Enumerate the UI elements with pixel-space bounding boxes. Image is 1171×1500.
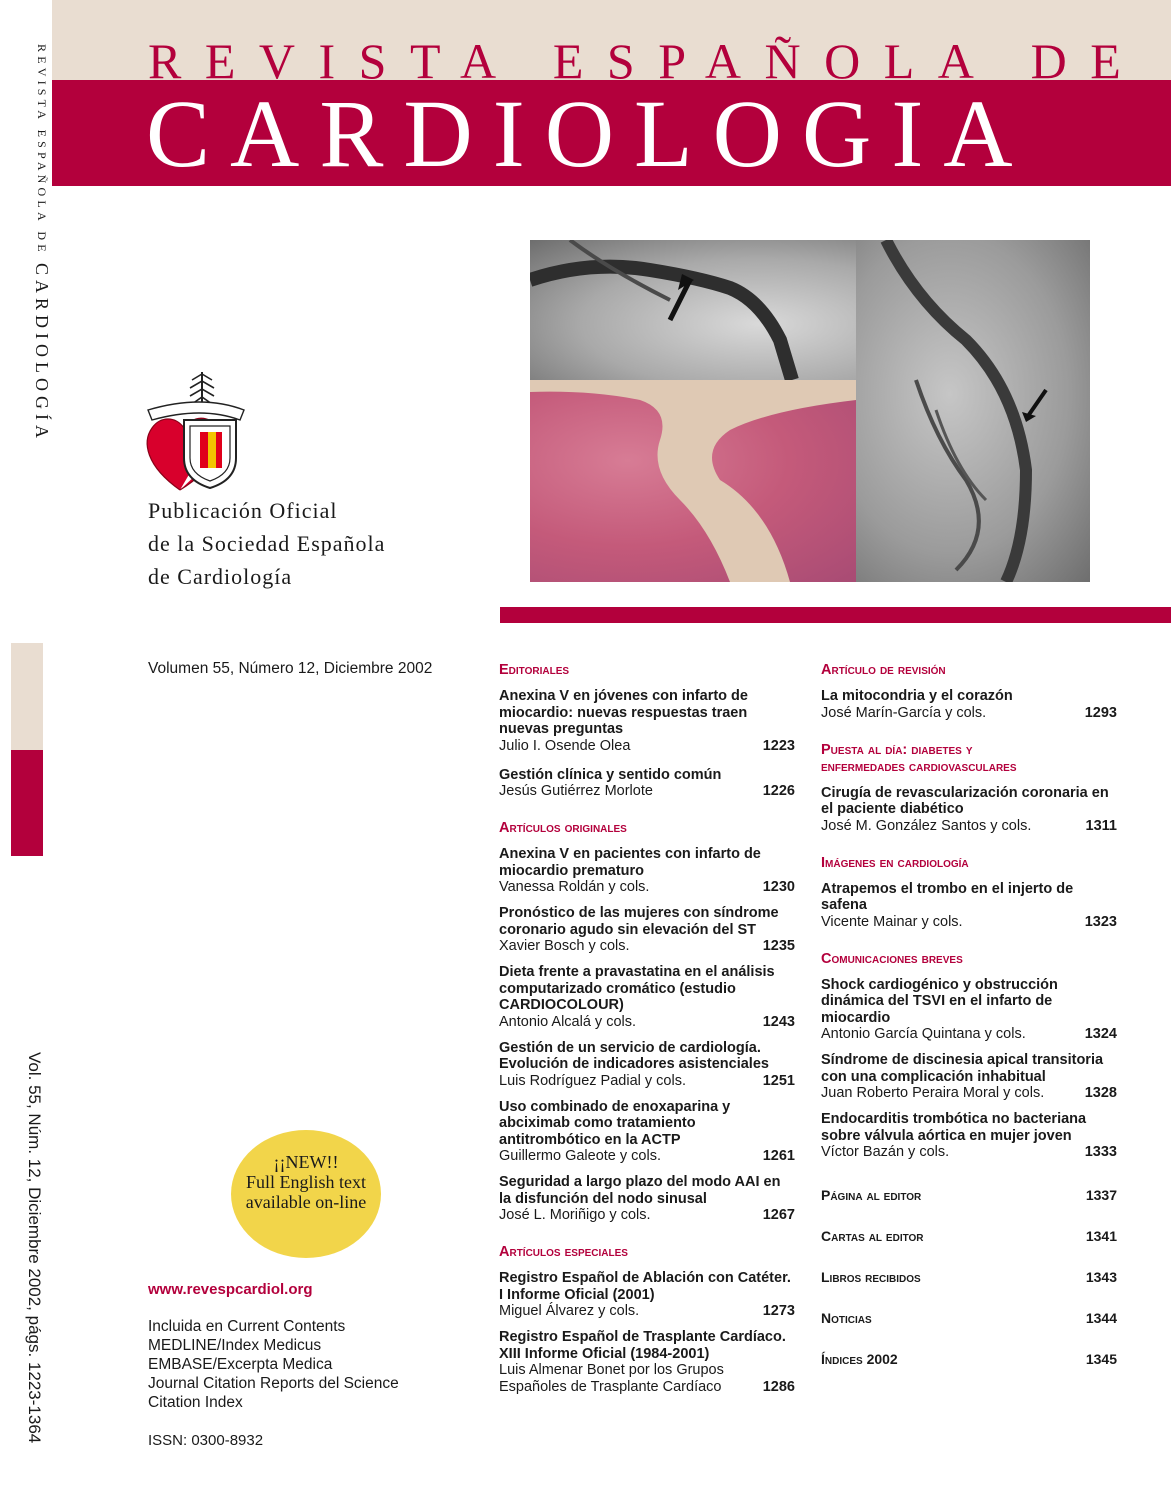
entry-page: 1267: [762, 1207, 795, 1223]
entry-author: Vanessa Roldán y cols.: [499, 879, 650, 895]
website-link[interactable]: www.revespcardiol.org: [148, 1281, 313, 1298]
publisher-statement: [148, 494, 488, 593]
toc-entry[interactable]: [499, 1174, 795, 1224]
entry-author: Jesús Gutiérrez Morlote: [499, 783, 653, 799]
entry-page: 1328: [1084, 1085, 1117, 1101]
misc-row[interactable]: [821, 1269, 1117, 1310]
entry-page: 1311: [1085, 817, 1117, 834]
entry-author-line1: Luis Almenar Bonet por los Grupos: [499, 1362, 724, 1378]
entry-page: 1243: [762, 1013, 795, 1030]
section-heading-breves: Comunicaciones breves: [821, 950, 963, 967]
entry-author: Juan Roberto Peraira Moral y cols.: [821, 1085, 1045, 1101]
entry-author: José Marín-García y cols.: [821, 704, 987, 721]
histology-image: [530, 380, 856, 582]
angiography-image-2: [856, 240, 1090, 582]
masthead-title-line2: CARDIOLOGIA: [146, 80, 1033, 187]
section-heading-puesta-line1: Puesta al día: diabetes y: [821, 741, 973, 758]
misc-page: 1337: [1085, 1187, 1117, 1203]
entry-title: Atrapemos el trombo en el injerto de safena: [821, 880, 1074, 913]
badge-line1: ¡¡NEW!!: [273, 1152, 339, 1172]
entry-page: 1226: [762, 783, 795, 799]
entry-title: Registro Español de Ablación con Catéter. I Informe Oficial (2001): [499, 1270, 791, 1303]
entry-title: Uso combinado de enoxaparina y abciximab como tratamiento antitrombótico en la ACTP: [499, 1098, 731, 1148]
toc-entry[interactable]: [499, 1099, 795, 1166]
entry-author: Guillermo Galeote y cols.: [499, 1148, 661, 1164]
toc-entry[interactable]: [499, 767, 795, 801]
entry-page: 1223: [762, 737, 795, 754]
misc-row[interactable]: [821, 1187, 1117, 1228]
spine-title-small: REVISTA ESPAÑOLA DE: [35, 44, 49, 263]
misc-label: Cartas al editor: [821, 1228, 924, 1244]
publisher-line1: Publicación Oficial: [148, 498, 338, 523]
indexing-item: Journal Citation Reports del Science: [148, 1375, 399, 1392]
spine-title: [16, 44, 52, 464]
misc-row[interactable]: [821, 1351, 1117, 1392]
toc-entry[interactable]: [499, 1270, 795, 1320]
entry-title: Seguridad a largo plazo del modo AAI en la disfunción del nodo sinusal: [499, 1174, 781, 1207]
spine-beige-block: [11, 643, 43, 750]
issn: ISSN: 0300-8932: [148, 1432, 264, 1449]
entry-page: 1293: [1084, 704, 1117, 721]
entry-title: Shock cardiogénico y obstrucción dinámica del TSVI en el infarto de miocardio: [821, 976, 1058, 1026]
entry-title: Gestión clínica y sentido común: [499, 766, 722, 783]
entry-author: Antonio Alcalá y cols.: [499, 1013, 637, 1030]
indexing-item: EMBASE/Excerpta Medica: [148, 1356, 333, 1373]
angiography-image-1: [530, 240, 856, 380]
publisher-line3: de Cardiología: [148, 564, 293, 589]
toc-entry[interactable]: [821, 785, 1117, 835]
toc-left-column: [499, 662, 795, 1396]
entry-author: Julio I. Osende Olea: [499, 737, 631, 754]
toc-entry[interactable]: [499, 905, 795, 955]
toc-entry[interactable]: [821, 688, 1117, 722]
entry-title: Anexina V en pacientes con infarto de miocardio prematuro: [499, 846, 761, 879]
spine-red-block: [11, 750, 43, 856]
entry-author: Españoles de Trasplante Cardíaco: [499, 1379, 722, 1395]
toc-entry[interactable]: [821, 977, 1117, 1044]
entry-author: José M. González Santos y cols.: [821, 817, 1032, 834]
entry-author: Antonio García Quintana y cols.: [821, 1026, 1026, 1042]
section-heading-imagenes: Imágenes en cardiología: [821, 854, 969, 871]
entry-page: 1324: [1084, 1026, 1117, 1042]
section-heading-editoriales: Editoriales: [499, 662, 570, 678]
entry-author: Víctor Bazán y cols.: [821, 1144, 950, 1160]
entry-page: 1251: [762, 1072, 795, 1089]
misc-row[interactable]: [821, 1310, 1117, 1351]
misc-label: Libros recibidos: [821, 1269, 921, 1285]
entry-title: Pronóstico de las mujeres con síndrome coronario agudo sin elevación del ST: [499, 905, 779, 938]
toc-entry[interactable]: [499, 1329, 795, 1396]
entry-page: 1273: [762, 1303, 795, 1319]
toc-entry[interactable]: [499, 846, 795, 896]
toc-entry[interactable]: [821, 1052, 1117, 1102]
entry-title: La mitocondria y el corazón: [821, 688, 1013, 704]
misc-page: 1341: [1085, 1228, 1117, 1244]
entry-title: Síndrome de discinesia apical transitoria con una complicación inhabitual: [821, 1052, 1104, 1085]
section-heading-puesta: [821, 742, 1117, 776]
entry-page: 1261: [762, 1148, 795, 1164]
misc-label: Página al editor: [821, 1187, 922, 1203]
entry-title: Gestión de un servicio de cardiología. Evolución de indicadores asistenciales: [499, 1039, 769, 1072]
entry-author: José L. Moriñigo y cols.: [499, 1207, 651, 1223]
toc-entry[interactable]: [499, 688, 795, 755]
entry-title: Cirugía de revascularización coronaria en el paciente diabético: [821, 784, 1109, 817]
section-heading-puesta-line2: enfermedades cardiovasculares: [821, 758, 1017, 775]
toc-entry[interactable]: [499, 964, 795, 1031]
entry-author: Luis Rodríguez Padial y cols.: [499, 1072, 686, 1089]
publisher-line2: de la Sociedad Española: [148, 531, 386, 556]
toc-entry[interactable]: [821, 881, 1117, 931]
english-text-badge: [231, 1130, 381, 1258]
spine-title-big: CARDIOLOGÍA: [32, 262, 52, 443]
section-heading-especiales: Artículos especiales: [499, 1244, 628, 1260]
entry-title: Registro Español de Trasplante Cardíaco. XIII Informe Oficial (1984-2001): [499, 1329, 786, 1362]
histology-lumen-shape: [530, 380, 856, 582]
spine-volume-text: Vol. 55, Núm. 12, Diciembre 2002, págs. 1223-1364: [25, 1052, 44, 1444]
indexing-item: Incluida en Current Contents: [148, 1318, 346, 1335]
entry-author: Vicente Mainar y cols.: [821, 913, 963, 930]
issue-volume: Volumen 55, Número 12, Diciembre 2002: [148, 660, 433, 677]
misc-page: 1344: [1085, 1310, 1117, 1326]
indexing-list: [148, 1317, 399, 1412]
divider-bar: [500, 607, 1171, 623]
entry-page: 1323: [1084, 913, 1117, 930]
section-heading-originales: Artículos originales: [499, 820, 627, 836]
entry-page: 1333: [1084, 1144, 1117, 1160]
entry-author: Xavier Bosch y cols.: [499, 938, 630, 954]
misc-page: 1345: [1085, 1351, 1117, 1367]
misc-label: Noticias: [821, 1310, 872, 1326]
entry-page: 1235: [762, 938, 795, 954]
toc-entry[interactable]: [821, 1111, 1117, 1161]
angiography-vessels-2: [856, 240, 1090, 582]
entry-page: 1230: [762, 879, 795, 895]
toc-right-column: [821, 662, 1117, 1392]
toc-entry[interactable]: [499, 1040, 795, 1090]
masthead-title-line1: REVISTA ESPAÑOLA DE: [148, 33, 1145, 89]
misc-page: 1343: [1085, 1269, 1117, 1285]
society-logo-icon: [140, 370, 250, 495]
badge-line3: available on-line: [245, 1192, 367, 1212]
misc-label: Índices 2002: [821, 1351, 898, 1367]
indexing-item: MEDLINE/Index Medicus: [148, 1337, 322, 1354]
entry-title: Anexina V en jóvenes con infarto de miocardio: nuevas respuestas traen nuevas preguntas: [499, 688, 748, 737]
entry-title: Dieta frente a pravastatina en el análisis computarizado cromático (estudio CARDIOCOLOUR): [499, 964, 775, 1013]
badge-line2: Full English text: [245, 1172, 366, 1192]
entry-author: Miguel Álvarez y cols.: [499, 1303, 640, 1319]
misc-row[interactable]: [821, 1228, 1117, 1269]
section-heading-revision: Artículo de revisión: [821, 662, 946, 678]
angiography-vessels-1: [530, 240, 856, 380]
misc-sections: [821, 1187, 1117, 1392]
entry-page: 1286: [762, 1379, 795, 1395]
indexing-item: Citation Index: [148, 1394, 243, 1411]
entry-title: Endocarditis trombótica no bacteriana sobre válvula aórtica en mujer joven: [821, 1111, 1087, 1144]
